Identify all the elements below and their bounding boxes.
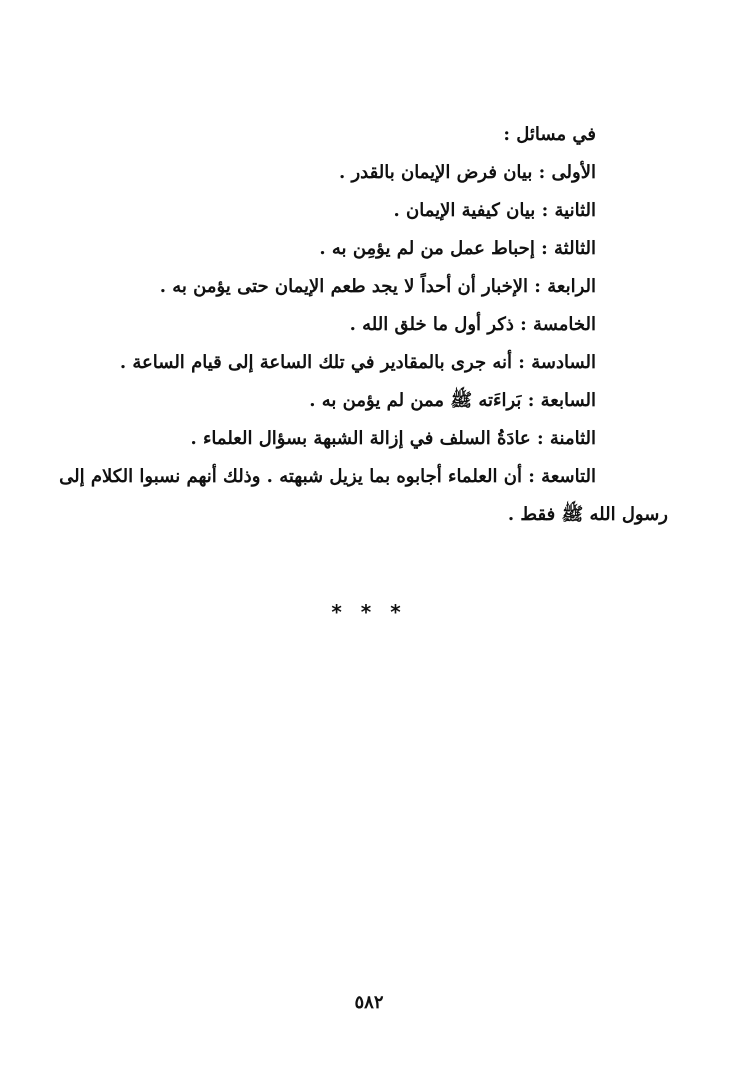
item-9-separator: : <box>521 466 535 487</box>
item-5 <box>36 306 596 344</box>
item-7-text: بَراءَته ﷺ ممن لم يؤمن به . <box>309 390 522 411</box>
item-4 <box>36 268 596 306</box>
item-6-label: السادسة <box>531 352 596 373</box>
item-4-text: الإخبار أن أحداً لا يجد طعم الإيمان حتى يؤمن به . <box>159 276 529 297</box>
item-2-text: بيان كيفية الإيمان . <box>393 200 536 221</box>
item-1-separator: : <box>532 162 546 183</box>
item-5-separator: : <box>513 314 527 335</box>
item-8-text: عادَةُ السلف في إزالة الشبهة بسؤال العلماء . <box>190 428 531 449</box>
item-8 <box>36 420 596 458</box>
item-1-label: الأولى <box>551 162 596 183</box>
intro-line: في مسائل : <box>503 124 596 145</box>
item-6-text: أنه جرى بالمقادير في تلك الساعة إلى قيام الساعة . <box>119 352 513 373</box>
text-block <box>36 116 668 534</box>
item-7-separator: : <box>521 390 535 411</box>
item-1-text: بيان فرض الإيمان بالقدر . <box>338 162 533 183</box>
item-6-separator: : <box>512 352 525 373</box>
item-7-label: السابعة <box>540 390 596 411</box>
item-3 <box>36 230 596 268</box>
item-2 <box>36 192 596 230</box>
item-3-text: إحباط عمل من لم يؤمِن به . <box>319 238 535 259</box>
item-2-label: الثانية <box>554 200 596 221</box>
item-8-label: الثامنة <box>549 428 596 449</box>
item-5-label: الخامسة <box>533 314 596 335</box>
item-9-continuation: رسول الله ﷺ فقط . <box>507 504 668 525</box>
item-2-separator: : <box>535 200 549 221</box>
item-9 <box>36 458 596 496</box>
item-9-label: التاسعة <box>541 466 596 487</box>
item-9-text: أن العلماء أجابوه بما يزيل شبهته . وذلك أنهم نسبوا الكلام إلى <box>59 466 522 487</box>
item-1 <box>36 154 596 192</box>
item-3-label: الثالثة <box>554 238 596 259</box>
item-4-label: الرابعة <box>547 276 596 297</box>
item-5-text: ذكر أول ما خلق الله . <box>349 314 514 335</box>
page-number: ٥٨٢ <box>354 992 384 1013</box>
item-7 <box>36 382 596 420</box>
item-6 <box>36 344 596 382</box>
item-8-separator: : <box>530 428 544 449</box>
section-divider: * * * <box>331 600 407 624</box>
item-3-separator: : <box>534 238 548 259</box>
item-4-separator: : <box>528 276 541 297</box>
